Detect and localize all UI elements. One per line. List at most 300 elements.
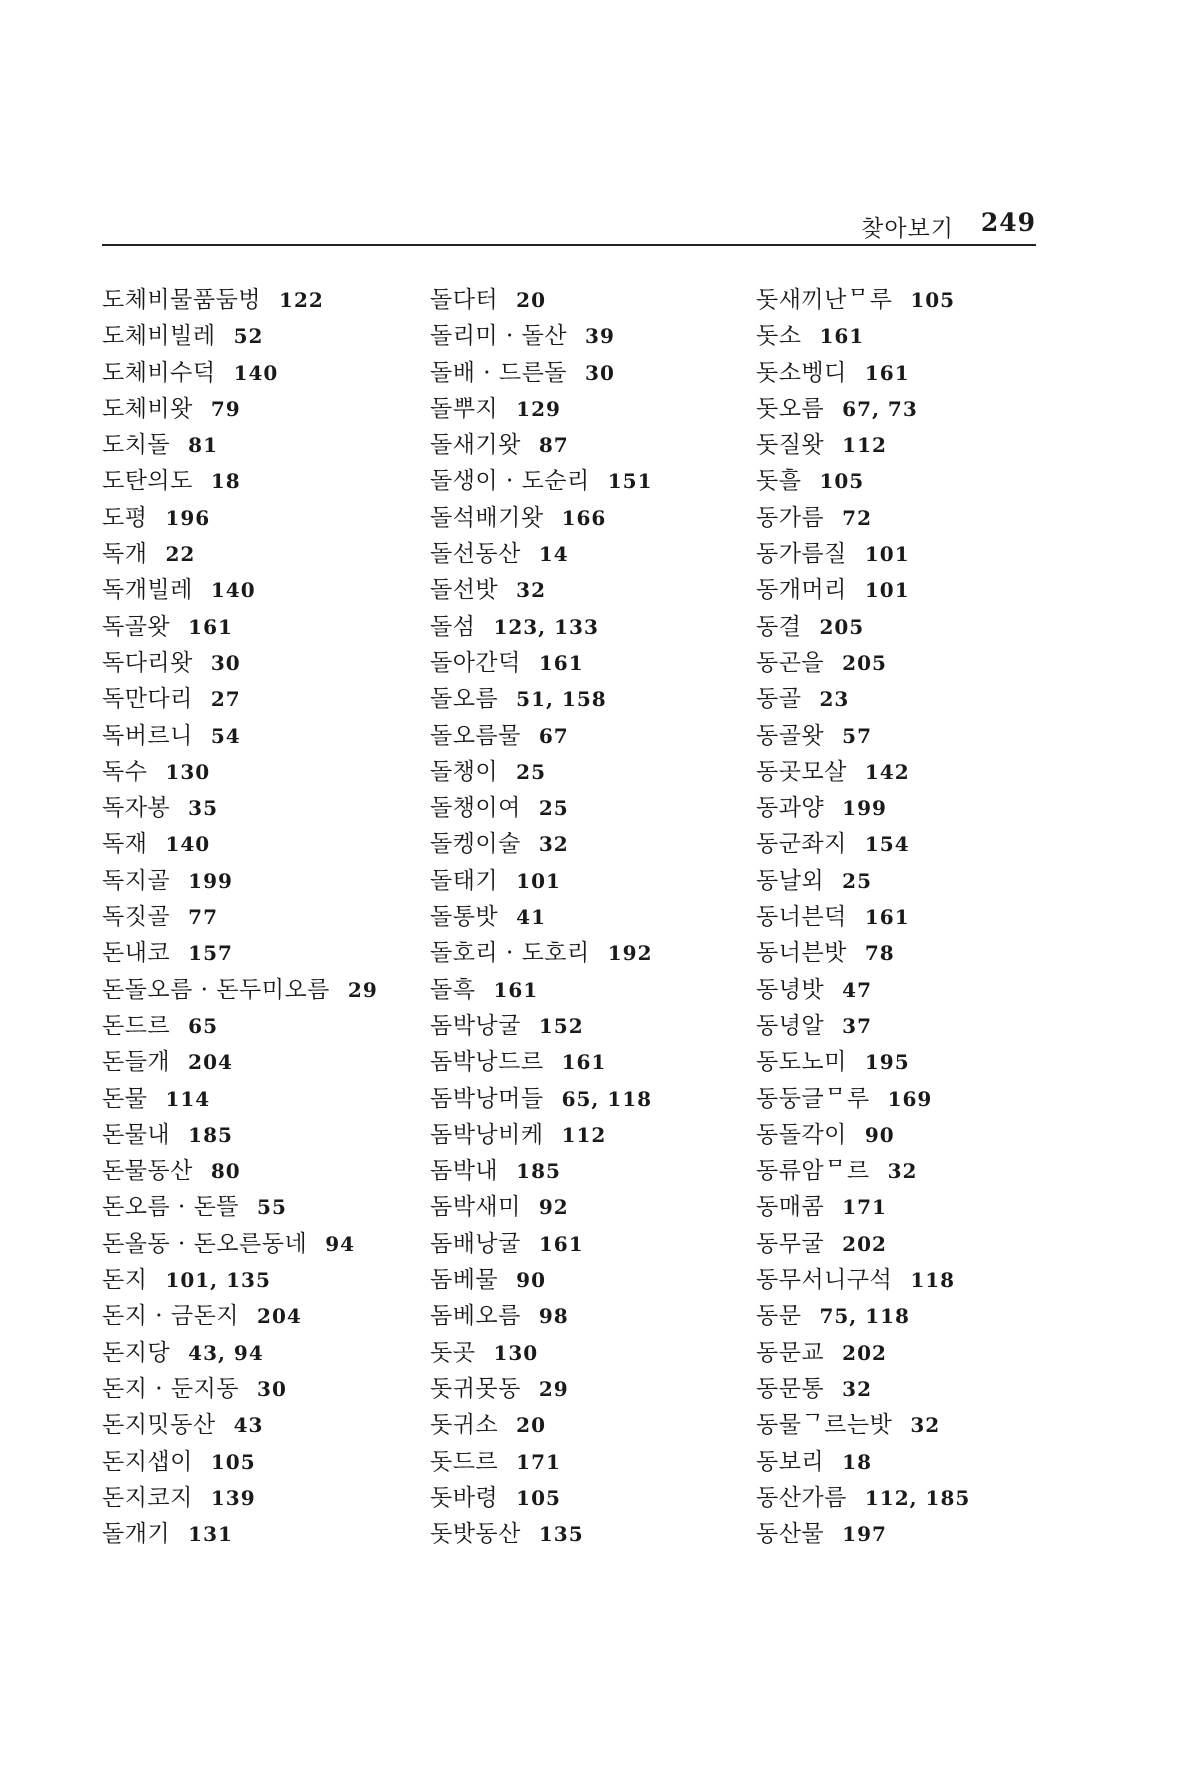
page-reference: 130 — [165, 759, 211, 784]
page-reference: 43 — [233, 1413, 264, 1438]
index-entry — [430, 536, 750, 572]
index-entry — [102, 572, 422, 608]
index-entry — [756, 899, 1076, 935]
index-term: 동너븐덕 — [756, 904, 847, 931]
index-term: 동골왓 — [756, 722, 825, 749]
page-reference: 112 — [842, 433, 887, 458]
page-reference: 131 — [188, 1522, 233, 1547]
index-entry — [102, 863, 422, 899]
index-entry — [756, 355, 1076, 391]
index-entry — [430, 1189, 750, 1225]
index-term: 동무굴 — [756, 1230, 825, 1257]
page-reference: 51, 158 — [516, 687, 607, 712]
page-reference: 105 — [910, 288, 956, 312]
page-reference: 140 — [233, 360, 279, 385]
index-term: 독재 — [102, 831, 148, 858]
page-reference: 30 — [257, 1376, 287, 1401]
index-entry — [756, 1153, 1076, 1189]
page-reference: 65, 118 — [561, 1086, 653, 1111]
index-term: 돈드르 — [102, 1012, 171, 1039]
index-term: 동녕알 — [756, 1012, 825, 1039]
index-entry — [756, 1371, 1076, 1407]
page-reference: 142 — [864, 759, 910, 784]
index-term: 동녕밧 — [756, 976, 825, 1003]
index-entry — [430, 863, 750, 899]
index-term: 독다리왓 — [102, 649, 193, 676]
page-reference: 161 — [538, 650, 584, 675]
index-term: 동군좌지 — [756, 831, 847, 858]
index-entry — [430, 609, 750, 645]
page-reference: 135 — [538, 1522, 584, 1547]
index-entry — [430, 500, 750, 536]
index-term: 돈올동 · 돈오른동네 — [102, 1230, 308, 1257]
index-entry — [102, 826, 422, 862]
index-term: 돔박새미 — [430, 1194, 521, 1221]
index-term: 동곳모살 — [756, 758, 847, 785]
page-number: 249 — [980, 208, 1036, 237]
index-entry — [430, 318, 750, 354]
index-entry — [756, 754, 1076, 790]
page-reference: 205 — [842, 650, 887, 675]
page-reference: 123, 133 — [493, 614, 599, 639]
page-reference: 90 — [516, 1268, 546, 1293]
index-entry — [102, 754, 422, 790]
index-entry — [102, 1516, 422, 1552]
page-reference: 20 — [516, 1413, 546, 1438]
page-reference: 140 — [210, 578, 256, 603]
index-term: 독개빌레 — [102, 577, 193, 604]
page-reference: 161 — [188, 614, 233, 639]
index-term: 도체비물품둠벙 — [102, 287, 262, 313]
page-reference: 112, 185 — [864, 1485, 971, 1510]
index-entry — [430, 463, 750, 499]
index-entry — [102, 1153, 422, 1189]
index-entry — [430, 1008, 750, 1044]
index-entry — [430, 1516, 750, 1552]
page-reference: 39 — [585, 324, 615, 349]
page-reference: 87 — [538, 433, 569, 458]
index-entry — [430, 935, 750, 971]
index-term: 동골 — [756, 686, 802, 713]
page-reference: 18 — [842, 1449, 872, 1474]
index-term: 동산가름 — [756, 1484, 847, 1511]
index-term: 동결 — [756, 613, 802, 640]
index-term: 돗질왓 — [756, 432, 825, 459]
index-term: 도체비왓 — [102, 395, 193, 422]
index-term: 돈지 — [102, 1267, 148, 1294]
index-term: 동물ᄀ르는밧 — [756, 1412, 893, 1439]
index-entry — [102, 1298, 422, 1334]
index-term: 돈돌오름 · 돈두미오름 — [102, 976, 330, 1003]
page-reference: 101 — [516, 868, 561, 893]
page-reference: 32 — [910, 1413, 941, 1438]
index-term: 돈물 — [102, 1085, 148, 1112]
index-entry — [756, 645, 1076, 681]
page-reference: 77 — [188, 905, 218, 930]
page-reference: 161 — [538, 1231, 584, 1256]
page-reference: 14 — [538, 542, 569, 567]
index-entry — [756, 318, 1076, 354]
index-term: 돌켕이술 — [430, 831, 521, 858]
index-entry — [430, 572, 750, 608]
index-term: 돌새기왓 — [430, 432, 521, 459]
index-term: 동문 — [756, 1303, 802, 1330]
index-term: 돌선동산 — [430, 541, 521, 568]
index-entry — [430, 899, 750, 935]
page-reference: 114 — [165, 1086, 211, 1111]
index-entry — [756, 463, 1076, 499]
index-term: 독수 — [102, 758, 148, 785]
index-term: 독개 — [102, 541, 148, 568]
page-reference: 171 — [516, 1449, 561, 1474]
index-entry — [430, 754, 750, 790]
index-entry — [430, 355, 750, 391]
index-entry — [756, 500, 1076, 536]
index-term: 도평 — [102, 504, 148, 531]
index-entry — [102, 1480, 422, 1516]
page-reference: 161 — [819, 324, 865, 349]
index-entry — [756, 826, 1076, 862]
index-term: 돌아간덕 — [430, 649, 521, 676]
index-entry — [756, 1298, 1076, 1334]
index-entry — [102, 1189, 422, 1225]
index-entry — [756, 935, 1076, 971]
index-entry — [430, 645, 750, 681]
page-reference: 57 — [842, 723, 872, 748]
index-entry — [756, 609, 1076, 645]
page-reference: 25 — [538, 796, 569, 821]
page-reference: 18 — [210, 469, 241, 494]
index-entry — [102, 427, 422, 463]
index-column-1 — [102, 282, 422, 1552]
index-term: 독지골 — [102, 867, 171, 894]
page-reference: 101 — [864, 578, 910, 603]
index-entry — [102, 972, 422, 1008]
index-entry — [102, 935, 422, 971]
index-term: 도체비수덕 — [102, 359, 216, 386]
index-column-2 — [430, 282, 750, 1552]
page-reference: 196 — [165, 505, 211, 530]
index-term: 돌선밧 — [430, 577, 499, 604]
page-reference: 25 — [516, 759, 546, 784]
page-reference: 81 — [188, 433, 218, 458]
index-entry — [756, 1117, 1076, 1153]
index-term: 돔베물 — [430, 1267, 499, 1294]
index-term: 독버르니 — [102, 722, 193, 749]
index-term: 독짓골 — [102, 904, 171, 931]
page-reference: 161 — [493, 977, 539, 1002]
page-reference: 23 — [819, 687, 850, 712]
running-title: 찾아보기 — [861, 216, 954, 242]
index-term: 돌통밧 — [430, 904, 499, 931]
page-reference: 166 — [561, 505, 607, 530]
index-term: 돗곳 — [430, 1339, 476, 1366]
page-reference: 30 — [210, 650, 241, 675]
index-entry — [430, 427, 750, 463]
page-reference: 199 — [188, 868, 233, 893]
page-reference: 25 — [842, 868, 872, 893]
page-reference: 139 — [210, 1485, 256, 1510]
index-term: 동너븐밧 — [756, 940, 847, 967]
page-reference: 169 — [887, 1086, 933, 1111]
index-term: 도치돌 — [102, 432, 171, 459]
index-entry — [102, 1008, 422, 1044]
index-term: 동무서니구석 — [756, 1267, 893, 1294]
page-reference: 161 — [864, 905, 910, 930]
page-reference: 72 — [842, 505, 872, 530]
index-entry — [756, 1516, 1076, 1552]
index-term: 돗소벵디 — [756, 359, 847, 386]
index-term: 돌태기 — [430, 867, 499, 894]
index-term: 돈지당 — [102, 1339, 171, 1366]
page-reference: 43, 94 — [188, 1340, 264, 1365]
index-entry — [756, 1189, 1076, 1225]
index-entry — [102, 1407, 422, 1443]
index-term: 돗귀못동 — [430, 1375, 521, 1402]
index-entry — [756, 1444, 1076, 1480]
page-reference: 161 — [561, 1050, 607, 1075]
index-term: 돌다터 — [430, 287, 499, 313]
index-term: 동문교 — [756, 1339, 825, 1366]
index-term: 돌생이 · 도순리 — [430, 468, 590, 495]
page-reference: 205 — [819, 614, 865, 639]
index-term: 돌배 · 드른돌 — [430, 359, 568, 386]
index-term: 돔박낭드르 — [430, 1049, 544, 1076]
index-entry — [756, 1008, 1076, 1044]
index-term: 동둥글ᄆ루 — [756, 1085, 870, 1112]
index-term: 돈지코지 — [102, 1484, 193, 1511]
page-reference: 65 — [188, 1013, 218, 1038]
index-entry — [430, 1081, 750, 1117]
index-term: 돌리미 · 돌산 — [430, 323, 568, 350]
index-term: 동류암ᄆ르 — [756, 1158, 870, 1185]
index-term: 돈내코 — [102, 940, 171, 967]
index-term: 독만다리 — [102, 686, 193, 713]
page-reference: 75, 118 — [819, 1304, 910, 1329]
index-entry — [756, 718, 1076, 754]
index-entry — [102, 1444, 422, 1480]
page-reference: 22 — [165, 542, 196, 567]
index-entry — [430, 282, 750, 318]
page-reference: 140 — [165, 832, 211, 857]
index-entry — [102, 1044, 422, 1080]
page-reference: 129 — [516, 396, 561, 421]
page-reference: 52 — [233, 324, 264, 349]
index-term: 돗귀소 — [430, 1412, 499, 1439]
page-reference: 197 — [842, 1522, 887, 1547]
index-entry — [102, 500, 422, 536]
page-reference: 32 — [842, 1376, 872, 1401]
index-entry — [102, 1262, 422, 1298]
page-reference: 118 — [910, 1268, 956, 1293]
index-entry — [102, 790, 422, 826]
page-reference: 157 — [188, 941, 233, 966]
index-entry — [756, 1335, 1076, 1371]
index-term: 도탄의도 — [102, 468, 193, 495]
index-entry — [102, 899, 422, 935]
index-entry — [756, 1262, 1076, 1298]
index-entry — [102, 1335, 422, 1371]
index-term: 돈들개 — [102, 1049, 171, 1076]
index-term: 돌흑 — [430, 976, 476, 1003]
index-term: 돌호리 · 도호리 — [430, 940, 590, 967]
index-entry — [430, 1371, 750, 1407]
index-entry — [756, 391, 1076, 427]
index-term: 돌오름 — [430, 686, 499, 713]
page-reference: 67, 73 — [842, 396, 918, 421]
index-entry — [102, 1117, 422, 1153]
page-reference: 202 — [842, 1340, 887, 1365]
index-entry — [756, 1226, 1076, 1262]
index-entry — [756, 972, 1076, 1008]
index-term: 동개머리 — [756, 577, 847, 604]
page-reference: 90 — [864, 1122, 895, 1147]
index-entry — [756, 427, 1076, 463]
index-term: 돈지 · 금돈지 — [102, 1303, 240, 1330]
page-reference: 192 — [607, 941, 653, 966]
index-entry — [430, 1044, 750, 1080]
index-term: 동매콤 — [756, 1194, 825, 1221]
index-entry — [430, 1480, 750, 1516]
page-reference: 55 — [257, 1195, 287, 1220]
index-entry — [102, 1371, 422, 1407]
page-reference: 154 — [864, 832, 910, 857]
index-entry — [430, 1117, 750, 1153]
page-reference: 20 — [516, 288, 546, 312]
page-reference: 185 — [516, 1159, 561, 1184]
page-reference: 130 — [493, 1340, 539, 1365]
page-reference: 92 — [538, 1195, 569, 1220]
index-term: 돌오름물 — [430, 722, 521, 749]
page-reference: 67 — [538, 723, 569, 748]
index-term: 돔박낭비케 — [430, 1121, 544, 1148]
index-term: 돈오름 · 돈뜰 — [102, 1194, 240, 1221]
index-term: 독골왓 — [102, 613, 171, 640]
index-entry — [756, 1480, 1076, 1516]
page-reference: 202 — [842, 1231, 887, 1256]
index-entry — [102, 536, 422, 572]
page-reference: 27 — [210, 687, 241, 712]
index-term: 돈지 · 둔지동 — [102, 1375, 240, 1402]
index-entry — [430, 391, 750, 427]
index-entry — [102, 463, 422, 499]
page-reference: 171 — [842, 1195, 887, 1220]
page-reference: 35 — [188, 796, 218, 821]
page-reference: 29 — [538, 1376, 569, 1401]
index-term: 돔박내 — [430, 1158, 499, 1185]
index-term: 돔배낭굴 — [430, 1230, 521, 1257]
page-reference: 29 — [347, 977, 378, 1002]
page-reference: 41 — [516, 905, 546, 930]
index-term: 돈지밋동산 — [102, 1412, 216, 1439]
page-reference: 151 — [607, 469, 653, 494]
index-term: 동곤을 — [756, 649, 825, 676]
index-term: 돌섬 — [430, 613, 476, 640]
index-entry — [430, 826, 750, 862]
index-entry — [430, 681, 750, 717]
index-entry — [102, 645, 422, 681]
page-header — [102, 204, 1036, 246]
page-reference: 98 — [538, 1304, 569, 1329]
index-entry — [430, 790, 750, 826]
index-entry — [430, 1298, 750, 1334]
page-reference: 37 — [842, 1013, 872, 1038]
index-entry — [756, 536, 1076, 572]
index-entry — [102, 681, 422, 717]
index-term: 돌개기 — [102, 1521, 171, 1548]
index-term: 돈물내 — [102, 1121, 171, 1148]
index-term: 도체비빌레 — [102, 323, 216, 350]
page-reference: 195 — [864, 1050, 910, 1075]
page-reference: 94 — [325, 1231, 356, 1256]
index-entry — [756, 1407, 1076, 1443]
page-reference: 122 — [279, 288, 324, 312]
index-entry — [430, 1153, 750, 1189]
page-reference: 105 — [210, 1449, 256, 1474]
index-term: 동가름 — [756, 504, 825, 531]
index-term: 돔박낭머들 — [430, 1085, 544, 1112]
index-entry — [430, 1407, 750, 1443]
index-term: 동도노미 — [756, 1049, 847, 1076]
index-term: 동돌각이 — [756, 1121, 847, 1148]
index-term: 돗소 — [756, 323, 802, 350]
index-term: 돌챙이 — [430, 758, 499, 785]
index-entry — [756, 863, 1076, 899]
page-reference: 32 — [887, 1159, 918, 1184]
index-entry — [102, 282, 422, 318]
index-term: 돌석배기왓 — [430, 504, 544, 531]
page-reference: 30 — [585, 360, 615, 385]
index-term: 동가름질 — [756, 541, 847, 568]
page-reference: 54 — [210, 723, 241, 748]
index-term: 돌챙이여 — [430, 795, 521, 822]
index-entry — [756, 572, 1076, 608]
index-term: 동과양 — [756, 795, 825, 822]
index-entry — [756, 681, 1076, 717]
index-entry — [430, 718, 750, 754]
page-reference: 101, 135 — [165, 1268, 271, 1293]
index-entry — [430, 1262, 750, 1298]
index-column-3 — [756, 282, 1076, 1552]
page-reference: 101 — [864, 542, 910, 567]
index-entry — [756, 1081, 1076, 1117]
index-term: 돔박낭굴 — [430, 1012, 521, 1039]
page-reference: 105 — [819, 469, 865, 494]
page-reference: 152 — [538, 1013, 584, 1038]
page-reference: 32 — [516, 578, 546, 603]
page-reference: 161 — [864, 360, 910, 385]
index-entry — [102, 391, 422, 427]
index-term: 돔베오름 — [430, 1303, 521, 1330]
index-term: 동날외 — [756, 867, 825, 894]
index-entry — [756, 790, 1076, 826]
index-term: 돈물동산 — [102, 1158, 193, 1185]
page-reference: 79 — [210, 396, 241, 421]
index-entry — [102, 318, 422, 354]
page-reference: 204 — [188, 1050, 233, 1075]
index-term: 돗흘 — [756, 468, 802, 495]
page-reference: 47 — [842, 977, 872, 1002]
index-entry — [430, 972, 750, 1008]
index-entry — [102, 1081, 422, 1117]
index-entry — [756, 1044, 1076, 1080]
index-term: 동문통 — [756, 1375, 825, 1402]
index-term: 돗오름 — [756, 395, 825, 422]
index-term: 돌뿌지 — [430, 395, 499, 422]
index-entry — [430, 1226, 750, 1262]
index-term: 독자봉 — [102, 795, 171, 822]
index-term: 동보리 — [756, 1448, 825, 1475]
